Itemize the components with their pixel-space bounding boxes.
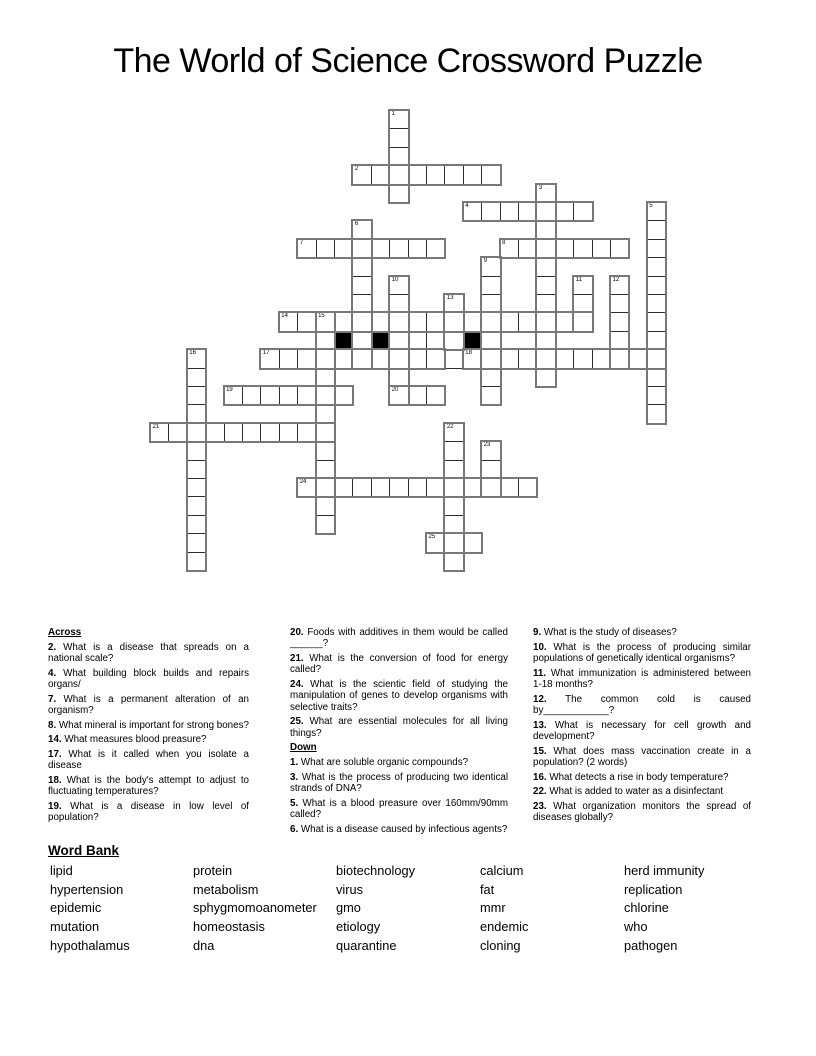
clue-number: 8. [48, 719, 57, 731]
cell-number: 21 [152, 423, 160, 430]
grid-cell[interactable] [518, 239, 537, 258]
word-bank-item: chlorine [624, 900, 669, 916]
grid-cell[interactable] [389, 478, 408, 497]
cell-number: 19 [226, 387, 233, 393]
cell-number: 14 [281, 313, 288, 320]
clue-number: 24. [290, 678, 304, 690]
cell-number: 16 [189, 350, 196, 357]
grid-cell[interactable] [536, 312, 555, 331]
grid-cell[interactable] [316, 239, 335, 258]
word-bank-item: sphygmomoanometer [193, 900, 317, 916]
grid-cell[interactable] [647, 368, 666, 387]
grid-cell[interactable] [536, 220, 555, 239]
grid-cell[interactable] [610, 239, 629, 258]
grid-cell[interactable] [444, 423, 463, 442]
grid-cell[interactable] [371, 165, 390, 184]
grid-cell[interactable] [481, 294, 500, 313]
grid-cell[interactable] [463, 312, 482, 331]
cell-number: 1 [391, 111, 396, 117]
grid-cell[interactable] [555, 202, 574, 221]
clue-column-2 [290, 627, 508, 838]
grid-cell[interactable] [352, 276, 371, 295]
cell-number: 12 [612, 276, 620, 283]
word-bank-item: replication [624, 881, 683, 897]
clue-number: 1. [290, 756, 299, 768]
grid-cell[interactable] [481, 257, 500, 276]
clue-item: 4. What building block builds and repairs organs/ [48, 667, 249, 690]
grid-cell[interactable] [536, 202, 555, 221]
clue-number: 15. [533, 745, 547, 757]
grid-cell[interactable] [426, 312, 445, 331]
clue-item: 10. What is the process of producing similar populations of genetically identical organisms? [533, 641, 751, 664]
grid-cell[interactable] [610, 331, 629, 350]
grid-cell[interactable] [444, 533, 463, 552]
clue-item: 21. What is the conversion of food for energy called? [290, 652, 508, 676]
cell-number: 3 [538, 184, 543, 191]
grid-cell[interactable] [242, 386, 261, 405]
grid-cell[interactable] [352, 165, 371, 184]
grid-cell[interactable] [426, 331, 445, 350]
grid-cell[interactable] [389, 368, 408, 387]
grid-cell[interactable] [316, 349, 335, 368]
grid-cell[interactable] [352, 220, 371, 239]
grid-cell[interactable] [316, 460, 335, 479]
cell-number: 5 [649, 203, 653, 209]
grid-cell[interactable] [628, 349, 647, 368]
grid-cell[interactable] [518, 312, 537, 331]
grid-cell[interactable] [444, 331, 463, 350]
grid-cell[interactable] [426, 386, 445, 405]
cell-number: 2 [354, 166, 359, 173]
grid-cell[interactable] [481, 478, 500, 497]
grid-cell[interactable] [297, 349, 316, 368]
clue-number: 6. [290, 823, 299, 835]
grid-cell[interactable] [242, 423, 261, 442]
word-bank [0, 862, 816, 962]
clue-number: 14. [48, 734, 62, 746]
across-header: Across [48, 627, 82, 638]
grid-cell[interactable] [444, 515, 463, 534]
cell-number: 4 [465, 203, 469, 209]
grid-cell[interactable] [187, 533, 206, 552]
clue-item: 9. What is the study of diseases? [533, 627, 677, 638]
grid-cell[interactable] [352, 331, 371, 350]
grid-cell[interactable] [610, 349, 629, 368]
word-bank-item: hypertension [50, 881, 124, 897]
grid-cell[interactable] [426, 349, 445, 368]
clue-number: 7. [48, 693, 57, 705]
word-bank-item: fat [480, 881, 495, 897]
clue-number: 18. [48, 775, 62, 786]
grid-cell-black [371, 331, 390, 350]
word-bank-column-3 [336, 862, 415, 956]
grid-cell[interactable] [334, 312, 353, 331]
word-bank-item: quarantine [336, 937, 397, 953]
clue-number: 5. [290, 797, 299, 809]
grid-cell[interactable] [187, 441, 206, 460]
grid-cell[interactable] [536, 368, 555, 387]
grid-cell[interactable] [481, 349, 500, 368]
clue-item: 22. What is added to water as a disinfectant [533, 786, 724, 798]
grid-cell[interactable] [536, 349, 555, 368]
word-bank-item: metabolism [193, 881, 259, 897]
grid-cell[interactable] [481, 441, 500, 460]
clue-item: 3. What is the process of producing two identical strands of DNA? [290, 771, 508, 794]
clue-item: 7. What is a permanent alteration of an organism? [48, 693, 249, 716]
grid-cell[interactable] [444, 165, 463, 184]
clue-item: 12. The common cold is caused by____________? [533, 693, 751, 716]
grid-cell[interactable] [316, 496, 335, 515]
grid-cell[interactable] [647, 239, 666, 258]
grid-cell[interactable] [463, 533, 482, 552]
clue-number: 16. [533, 771, 547, 783]
grid-cell[interactable] [389, 386, 408, 405]
word-bank-column-2 [193, 862, 317, 956]
cell-number: 6 [354, 221, 359, 228]
grid-cell[interactable] [389, 147, 408, 166]
cell-number: 13 [446, 295, 454, 301]
grid-cell[interactable] [573, 239, 592, 258]
grid-cell[interactable] [297, 312, 316, 331]
clue-number: 22. [533, 786, 547, 798]
grid-cell[interactable] [316, 515, 335, 534]
clue-item: 24. What is the scientic field of studying the manipulation of genes to develop organisms with selective traits? [290, 678, 508, 713]
grid-cell[interactable] [260, 386, 279, 405]
clue-item: 6. What is a disease caused by infectious agents? [290, 823, 508, 835]
grid-cell[interactable] [408, 349, 427, 368]
grid-cell[interactable] [481, 331, 500, 350]
cell-number: 8 [502, 239, 506, 246]
grid-cell[interactable] [408, 239, 427, 258]
grid-cell[interactable] [408, 478, 427, 497]
clue-item: 14. What measures blood preasure? [48, 734, 207, 746]
grid-cell[interactable] [352, 349, 371, 368]
word-bank-item: pathogen [624, 937, 678, 953]
grid-cell[interactable] [408, 331, 427, 350]
word-bank-item: endemic [480, 919, 529, 935]
grid-cell[interactable] [426, 533, 445, 552]
grid-cell[interactable] [573, 294, 592, 313]
grid-cell[interactable] [316, 312, 335, 331]
grid-cell[interactable] [444, 478, 463, 497]
grid-cell[interactable] [334, 349, 353, 368]
grid-cell[interactable] [316, 404, 335, 423]
cell-number: 17 [262, 350, 270, 357]
grid-cell[interactable] [389, 165, 408, 184]
grid-cell[interactable] [555, 349, 574, 368]
grid-cell[interactable] [224, 386, 243, 405]
cell-number: 25 [428, 534, 436, 541]
grid-cell[interactable] [444, 294, 463, 313]
grid-cell[interactable] [426, 239, 445, 258]
grid-cell[interactable] [610, 294, 629, 313]
grid-cell[interactable] [297, 386, 316, 405]
cell-number: 15 [318, 313, 325, 320]
grid-cell[interactable] [481, 368, 500, 387]
grid-cell[interactable] [481, 165, 500, 184]
word-bank-item: etiology [336, 919, 381, 935]
clue-item: 8. What mineral is important for strong bones? [48, 719, 249, 731]
grid-cell[interactable] [389, 276, 408, 295]
grid-cell[interactable] [518, 349, 537, 368]
grid-cell[interactable] [647, 276, 666, 295]
page-title: The World of Science Crossword Puzzle [113, 42, 703, 80]
grid-cell[interactable] [500, 202, 519, 221]
grid-cell[interactable] [536, 239, 555, 258]
grid-cell[interactable] [647, 349, 666, 368]
grid-cell[interactable] [389, 128, 408, 147]
word-bank-column-5 [624, 862, 704, 956]
grid-cell[interactable] [592, 349, 611, 368]
clue-number: 3. [290, 771, 299, 783]
grid-cell[interactable] [647, 257, 666, 276]
grid-cell[interactable] [463, 165, 482, 184]
grid-cell[interactable] [316, 423, 335, 442]
grid-cell[interactable] [500, 239, 519, 258]
grid-cell[interactable] [187, 349, 206, 368]
grid-cell[interactable] [444, 552, 463, 571]
grid-cell[interactable] [297, 478, 316, 497]
grid-cell[interactable] [573, 349, 592, 368]
grid-cell[interactable] [426, 478, 445, 497]
grid-cell[interactable] [536, 184, 555, 203]
grid-cell[interactable] [316, 386, 335, 405]
clue-number: 12. [533, 693, 547, 705]
grid-cell[interactable] [168, 423, 187, 442]
grid-cell[interactable] [187, 404, 206, 423]
grid-cell[interactable] [187, 460, 206, 479]
grid-cell[interactable] [444, 312, 463, 331]
clue-item: 2. What is a disease that spreads on a national scale? [48, 641, 249, 664]
grid-cell[interactable] [334, 386, 353, 405]
clue-item: 18. What is the body's attempt to adjust to fluctuating temperatures? [48, 775, 249, 798]
grid-cell[interactable] [647, 404, 666, 423]
grid-cell[interactable] [187, 496, 206, 515]
word-bank-label: Word Bank [48, 843, 120, 858]
cell-number: 7 [299, 239, 304, 246]
grid-cell[interactable] [187, 423, 206, 442]
clue-column-1 [48, 627, 249, 827]
grid-cell[interactable] [610, 276, 629, 295]
word-bank-column-1 [50, 862, 130, 956]
grid-cell[interactable] [150, 423, 169, 442]
grid-cell[interactable] [260, 423, 279, 442]
grid-cell[interactable] [408, 312, 427, 331]
grid-cell[interactable] [389, 294, 408, 313]
clue-number: 4. [48, 667, 57, 679]
clue-item: 13. What is necessary for cell growth and development? [533, 719, 751, 742]
clue-number: 10. [533, 641, 547, 653]
grid-cell[interactable] [555, 312, 574, 331]
grid-cell[interactable] [426, 165, 445, 184]
word-bank-item: hypothalamus [50, 937, 130, 953]
grid-cell[interactable] [536, 276, 555, 295]
cell-number: 11 [575, 276, 582, 283]
grid-cell[interactable] [352, 294, 371, 313]
cell-number: 22 [446, 423, 454, 430]
grid-cell[interactable] [297, 239, 316, 258]
grid-cell[interactable] [389, 312, 408, 331]
grid-cell[interactable] [352, 478, 371, 497]
word-bank-item: homeostasis [193, 919, 265, 935]
clue-number: 23. [533, 800, 547, 812]
cell-number: 23 [483, 442, 491, 449]
clue-item: 19. What is a disease in low level of population? [48, 800, 249, 824]
clue-item: 15. What does mass vaccination create in a population? (2 words) [533, 745, 751, 768]
grid-cell[interactable] [187, 368, 206, 387]
grid-cell[interactable] [352, 239, 371, 258]
grid-cell[interactable] [187, 552, 206, 571]
grid-cell[interactable] [647, 202, 666, 221]
clue-item: 25. What are essential molecules for all living things? [290, 716, 508, 739]
grid-cell[interactable] [481, 202, 500, 221]
grid-cell[interactable] [518, 202, 537, 221]
word-bank-item: who [624, 919, 648, 935]
grid-cell[interactable] [573, 202, 592, 221]
grid-cell[interactable] [352, 257, 371, 276]
grid-cell[interactable] [444, 441, 463, 460]
grid-cell[interactable] [389, 331, 408, 350]
word-bank-item: herd immunity [624, 863, 705, 878]
grid-cell[interactable] [316, 478, 335, 497]
clue-number: 21. [290, 652, 304, 664]
grid-cell[interactable] [352, 312, 371, 331]
word-bank-column-4 [480, 862, 528, 956]
grid-cell[interactable] [389, 239, 408, 258]
grid-cell[interactable] [463, 349, 482, 368]
grid-cell[interactable] [334, 478, 353, 497]
grid-cell[interactable] [389, 184, 408, 203]
clue-number: 11. [533, 667, 547, 679]
grid-cell[interactable] [592, 239, 611, 258]
clue-number: 9. [533, 627, 542, 638]
cell-number: 20 [391, 387, 399, 393]
grid-cell[interactable] [389, 349, 408, 368]
word-bank-item: cloning [480, 937, 521, 953]
grid-cell[interactable] [279, 386, 298, 405]
clue-number: 25. [290, 716, 304, 728]
clue-item: 23. What organization monitors the spread of diseases globally? [533, 800, 751, 824]
word-bank-item: virus [336, 881, 364, 897]
grid-cell[interactable] [444, 460, 463, 479]
grid-cell[interactable] [500, 312, 519, 331]
cell-number: 24 [299, 479, 307, 485]
grid-cell[interactable] [279, 349, 298, 368]
crossword-grid [150, 110, 668, 572]
clue-item: 11. What immunization is administered between 1-18 months? [533, 667, 751, 690]
grid-cell[interactable] [279, 312, 298, 331]
grid-cell[interactable] [316, 331, 335, 350]
clue-item: 17. What is it called when you isolate a disease [48, 749, 249, 772]
word-bank-item: mmr [480, 900, 506, 916]
grid-cell[interactable] [371, 478, 390, 497]
clue-number: 2. [48, 641, 57, 653]
grid-cell[interactable] [536, 257, 555, 276]
cell-number: 10 [391, 276, 399, 283]
grid-cell[interactable] [555, 239, 574, 258]
clue-item: 1. What are soluble organic compounds? [290, 756, 469, 768]
grid-cell[interactable] [444, 496, 463, 515]
cell-number: 18 [465, 350, 472, 357]
grid-cell[interactable] [536, 294, 555, 313]
grid-cell[interactable] [500, 478, 519, 497]
clue-item: 16. What detects a rise in body temperature? [533, 771, 729, 783]
grid-cell-black [463, 331, 482, 350]
grid-cell[interactable] [187, 478, 206, 497]
grid-cell[interactable] [444, 349, 463, 368]
word-bank-item: calcium [480, 863, 524, 878]
grid-cell[interactable] [371, 349, 390, 368]
grid-cell[interactable] [463, 202, 482, 221]
grid-cell[interactable] [316, 441, 335, 460]
clue-number: 19. [48, 800, 62, 812]
grid-cell[interactable] [481, 460, 500, 479]
grid-cell[interactable] [187, 515, 206, 534]
grid-cell[interactable] [536, 331, 555, 350]
clue-item: 5. What is a blood preasure over 160mm/90mm called? [290, 797, 508, 820]
grid-cell[interactable] [573, 276, 592, 295]
grid-cell[interactable] [316, 368, 335, 387]
grid-cell[interactable] [279, 423, 298, 442]
grid-cell[interactable] [408, 386, 427, 405]
grid-cell[interactable] [297, 423, 316, 442]
clue-number: 17. [48, 749, 62, 761]
word-bank-item: dna [193, 937, 215, 953]
grid-cell[interactable] [187, 386, 206, 405]
word-bank-item: mutation [50, 919, 100, 935]
clue-item: 20. Foods with additives in them would be called ______? [290, 627, 508, 650]
grid-cell[interactable] [481, 386, 500, 405]
grid-cell[interactable] [573, 312, 592, 331]
grid-cell[interactable] [647, 331, 666, 350]
grid-cell[interactable] [610, 312, 629, 331]
word-bank-item: epidemic [50, 900, 102, 916]
grid-cell-black [334, 331, 353, 350]
clue-number: 20. [290, 627, 304, 638]
clue-number: 13. [533, 719, 547, 731]
grid-cell[interactable] [500, 349, 519, 368]
word-bank-item: protein [193, 863, 233, 878]
grid-cell[interactable] [260, 349, 279, 368]
grid-cell[interactable] [481, 312, 500, 331]
word-bank-item: biotechnology [336, 863, 415, 878]
grid-cell[interactable] [647, 312, 666, 331]
word-bank-item: lipid [50, 863, 73, 878]
grid-cell[interactable] [205, 423, 224, 442]
grid-cell[interactable] [389, 110, 408, 129]
grid-cell[interactable] [647, 386, 666, 405]
clue-column-3 [533, 627, 751, 827]
grid-cell[interactable] [408, 165, 427, 184]
grid-cell[interactable] [518, 478, 537, 497]
grid-cell[interactable] [647, 294, 666, 313]
word-bank-item: gmo [336, 900, 361, 916]
cell-number: 9 [483, 258, 488, 265]
grid-cell[interactable] [463, 478, 482, 497]
grid-cell[interactable] [371, 312, 390, 331]
grid-cell[interactable] [481, 276, 500, 295]
down-header: Down [290, 742, 317, 754]
grid-cell[interactable] [371, 239, 390, 258]
grid-cell[interactable] [224, 423, 243, 442]
grid-cell[interactable] [334, 239, 353, 258]
grid-cell[interactable] [647, 220, 666, 239]
